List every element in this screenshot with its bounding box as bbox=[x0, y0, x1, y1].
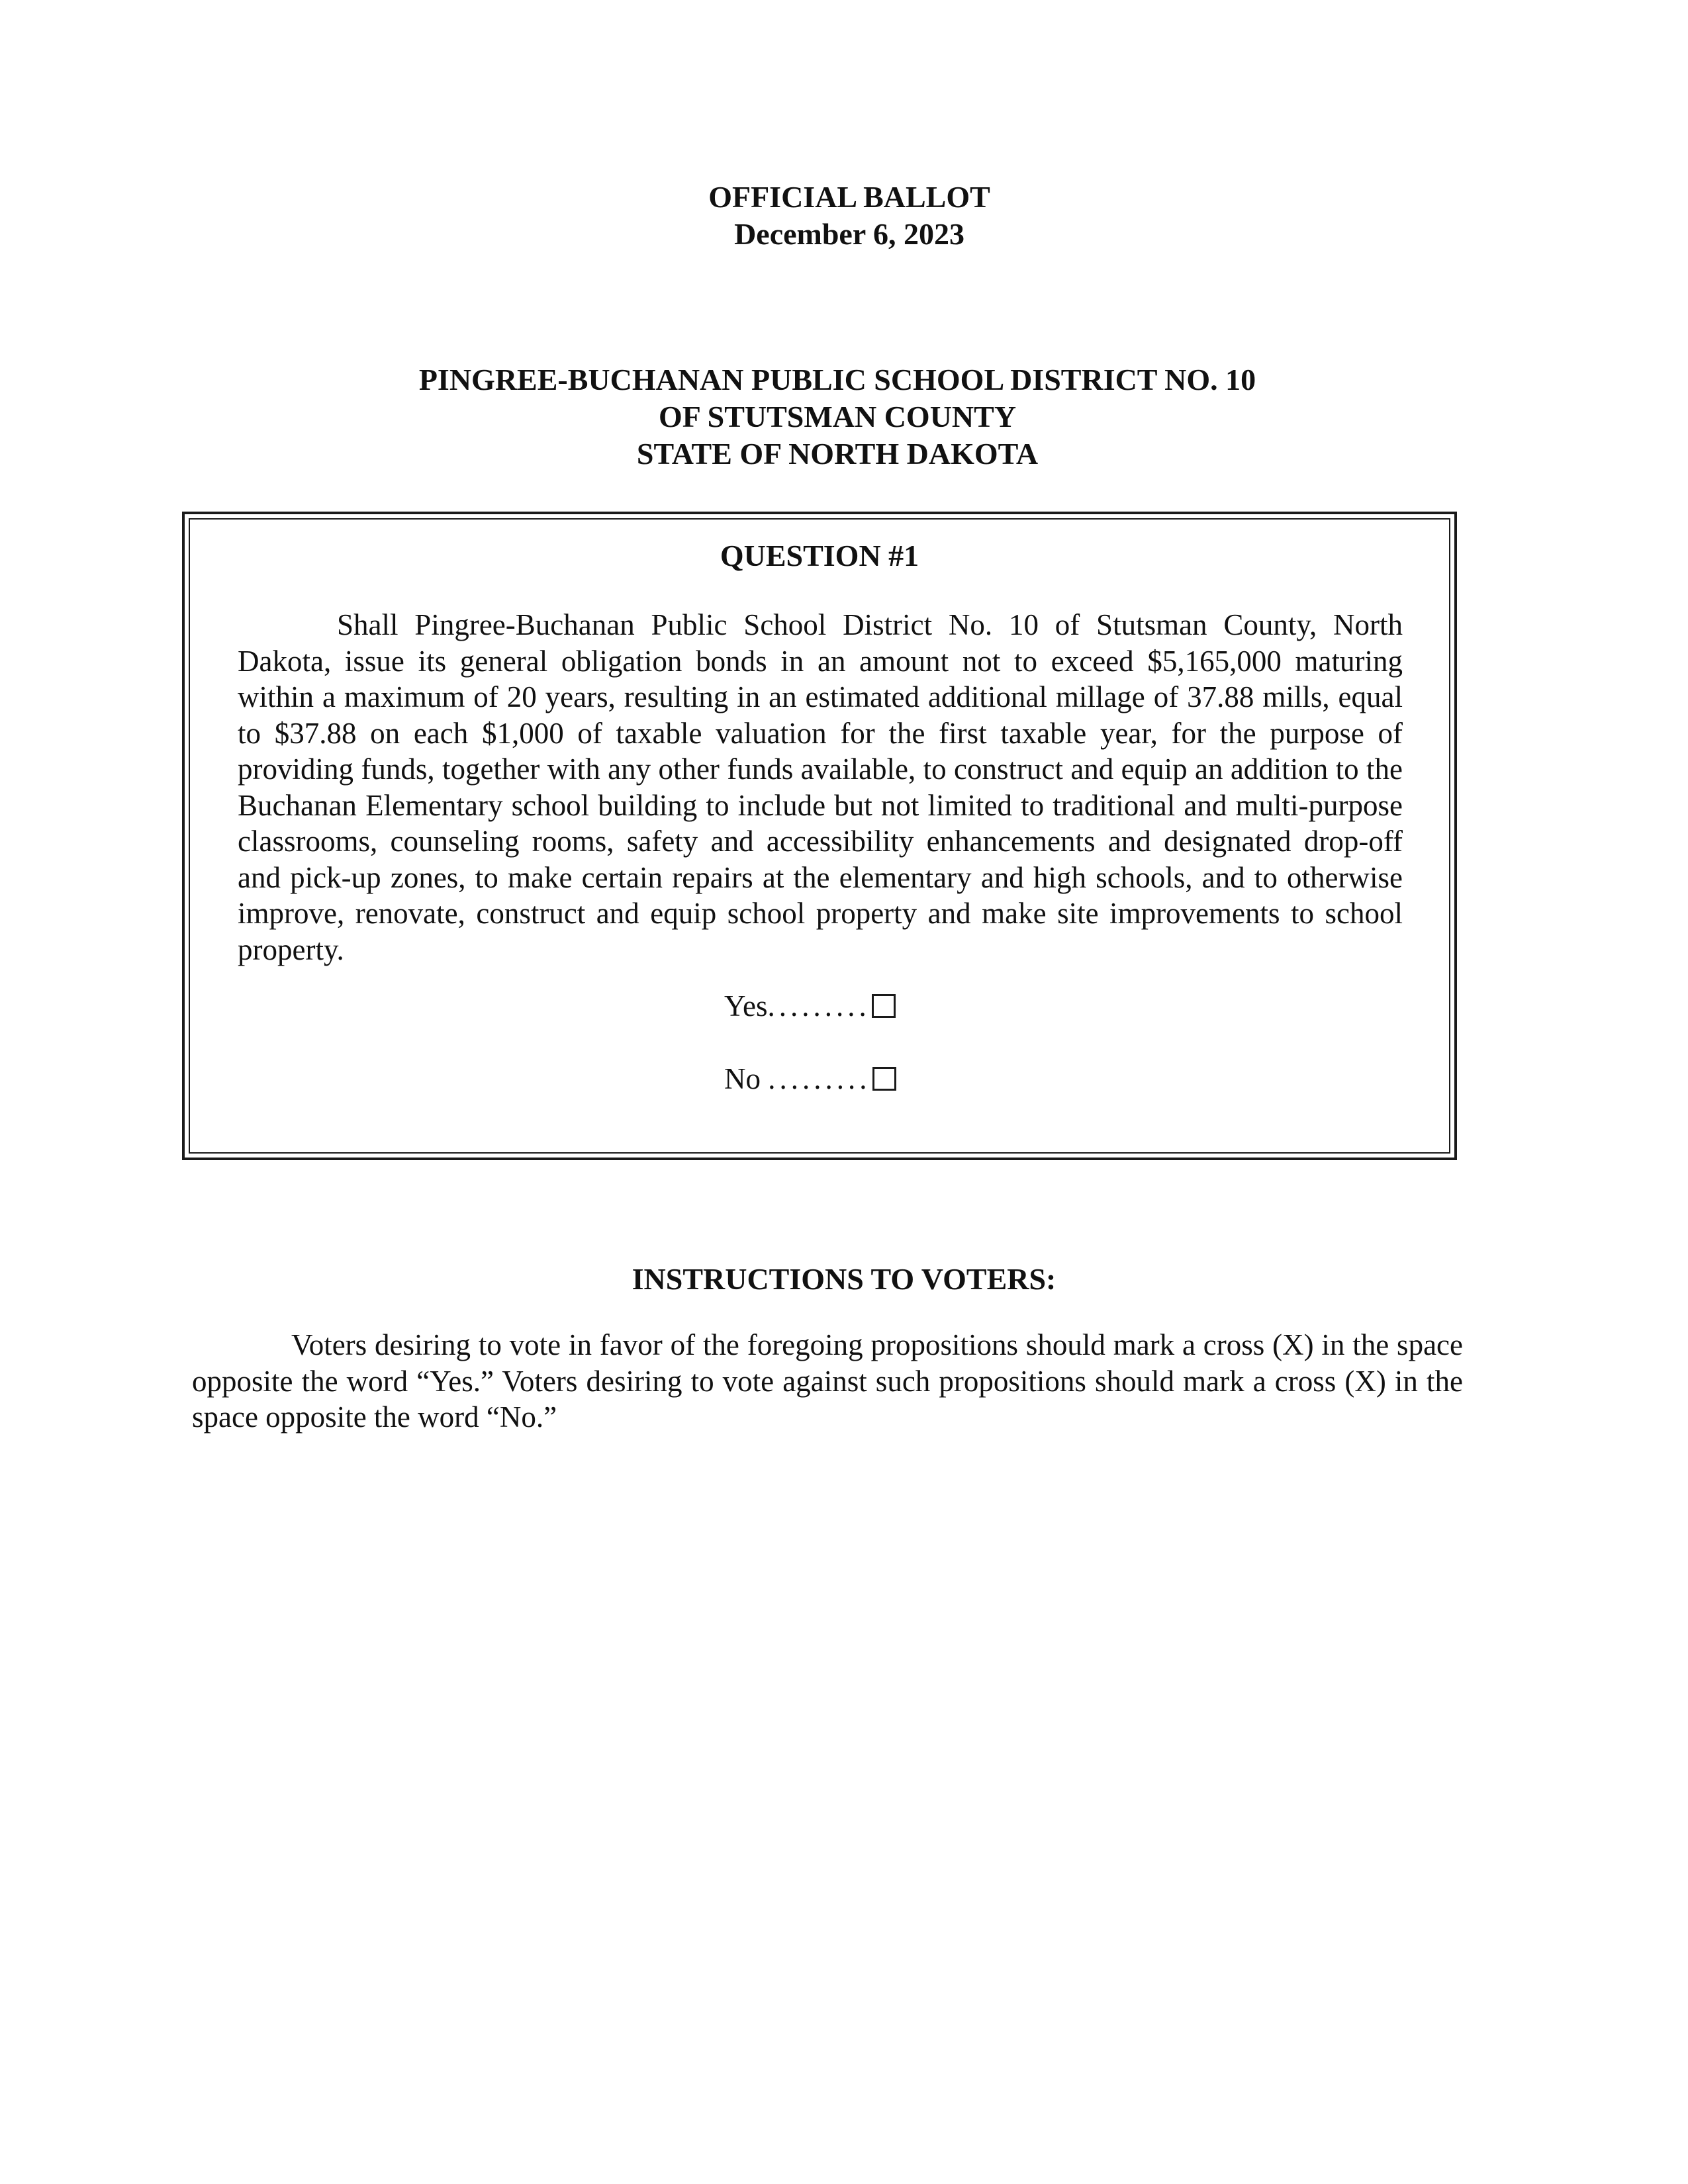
district-name: PINGREE-BUCHANAN PUBLIC SCHOOL DISTRICT NO. 10 bbox=[418, 363, 1256, 396]
yes-checkbox[interactable] bbox=[872, 994, 896, 1018]
instructions-text: Voters desiring to vote in favor of the foregoing propositions should mark a cross (X) in the space opposite the word “Yes.” Voters desiring to vote against such propositions should mark a cross (X) in the space opposite the word “No.” bbox=[192, 1328, 1463, 1433]
question-title: QUESTION #1 bbox=[720, 539, 919, 572]
county-name: OF STUTSMAN COUNTY bbox=[658, 400, 1017, 433]
district-heading bbox=[0, 361, 1681, 473]
option-yes-leader: ......... bbox=[767, 989, 870, 1023]
state-name: STATE OF NORTH DAKOTA bbox=[636, 437, 1039, 471]
question-box bbox=[182, 512, 1457, 1160]
option-no-leader: ......... bbox=[768, 1062, 871, 1095]
option-no-label: No bbox=[724, 1062, 769, 1095]
no-checkbox[interactable] bbox=[872, 1067, 896, 1091]
question-text: Shall Pingree-Buchanan Public School District No. 10 of Stutsman County, North Dakota, issue its general obligation bonds in an amount not to exceed $5,165,000 maturing within a maximum of 20 years, resulting in an estimated additional millage of 37.88 mills, equal to $37.88 on each $1,000 of taxable valuation for the first taxable year, for the purpose of providing funds, together with any other funds available, to construct and equip an addition to the Buchanan Elementary school building to include but not limited to traditional and multi-purpose classrooms, counseling rooms, safety and accessibility enhancements and designated drop-off and pick-up zones, to make certain repairs at the elementary and high schools, and to otherwise improve, renovate, construct and equip school property and make site improvements to school property. bbox=[238, 608, 1403, 966]
ballot-date: December 6, 2023 bbox=[734, 217, 964, 251]
option-yes-label: Yes bbox=[724, 989, 768, 1023]
ballot-header bbox=[5, 179, 1688, 253]
option-no[interactable] bbox=[724, 1060, 896, 1097]
instructions-title: INSTRUCTIONS TO VOTERS: bbox=[632, 1262, 1056, 1296]
ballot-title: OFFICIAL BALLOT bbox=[708, 180, 990, 214]
option-yes[interactable] bbox=[724, 987, 896, 1024]
